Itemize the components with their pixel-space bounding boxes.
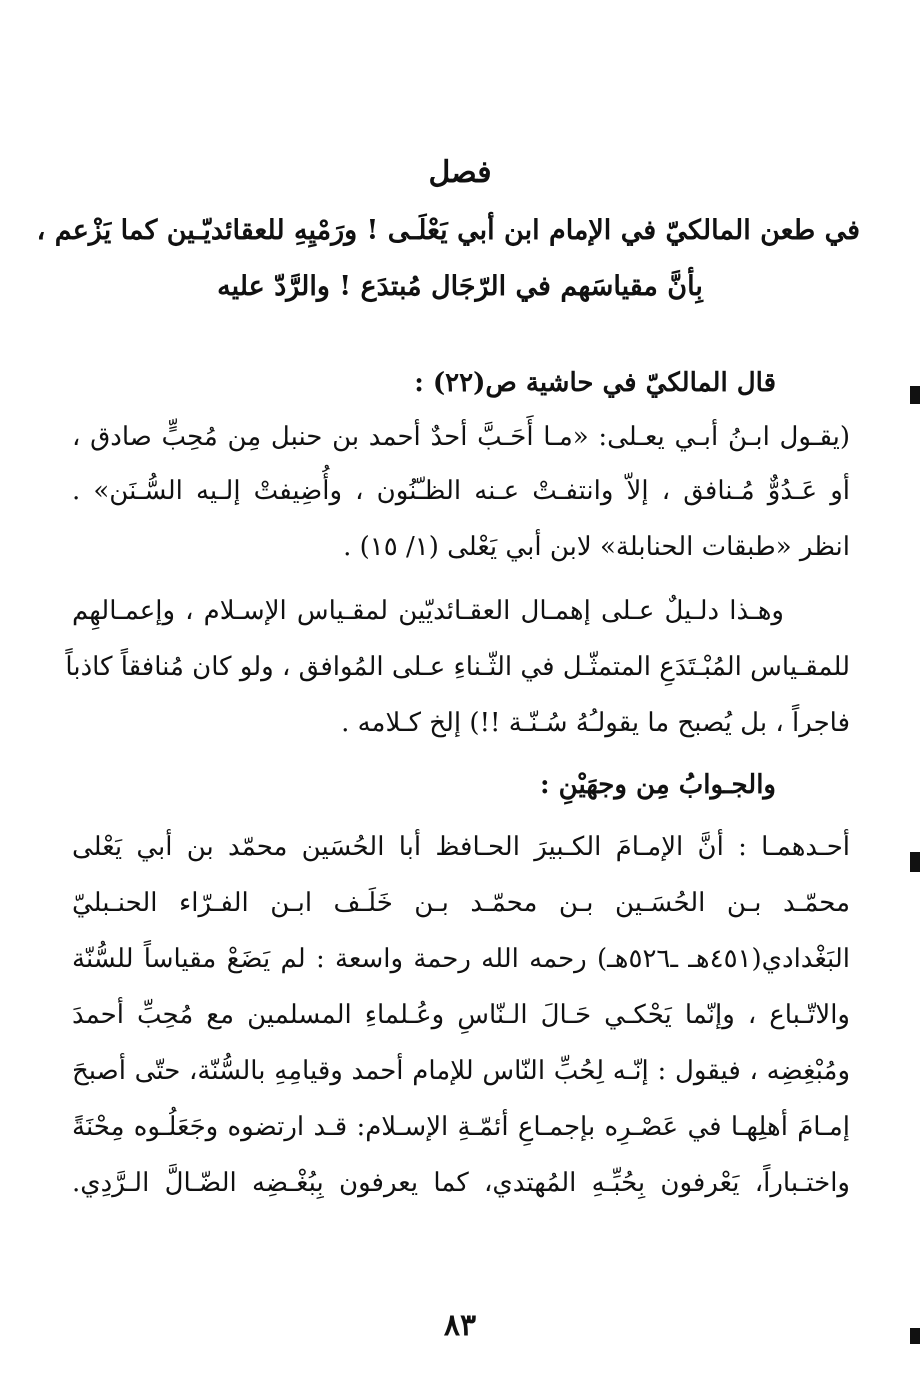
scan-edge-mark-1 [910,386,920,404]
body-line-10: محمّـد بـن الحُسَـين بـن محمّـد بـن خَلَـف ابـن الفـرّاء الحنـبليّ [72,888,850,918]
body-line-7: فاجراً ، بل يُصبح ما يقولـُهُ سُـنّـة !!) إلخ كـلامه . [341,708,850,738]
section-title: فصل [428,155,492,190]
section-subtitle-line-1: في طعن المالكيّ في الإمام ابن أبي يَعْلَـى ! ورَمْيِهِ للعقائديّـين كما يَزْعم ، [36,215,860,246]
body-line-11: البَغْدادي(٤٥١هـ ـ٥٢٦هـ) رحمه الله رحمة واسعة : لم يَضَعْ مقياساً للسُّنّة [72,944,850,974]
body-line-6: للمقـياس المُبْـتَدَعِ المتمثّـل في الثّـناءِ عـلى المُوافق ، ولو كان مُنافقاً كاذباً [65,652,850,682]
body-line-1: قال المالكيّ في حاشية ص(٢٢) : [414,368,776,398]
body-line-12: والاتّـباع ، وإنّما يَحْكـي حَـالَ الـنّاسِ وعُـلماءِ المسلمين مع مُحِبِّ أحمدَ [72,1000,850,1030]
section-subtitle-line-2: بِأنَّ مقياسَهم في الرّجَال مُبتدَع ! والرَّدّ عليه [217,271,703,302]
body-line-5: وهـذا دلـيلٌ عـلى إهمـال العقـائديّين لمقـياس الإسـلام ، وإعمـالهِم [72,596,784,626]
body-line-2: (يقـول ابـنُ أبـي يعـلى: «مـا أَحَـبَّ أحدٌ أحمد بن حنبل مِن مُحِبٍّ صادق ، [72,422,850,452]
page-number: ٨٣ [443,1308,477,1343]
body-line-3: أو عَـدُوٌّ مُـنافق ، إلاّ وانتفـتْ عـنه الظـّنُون ، وأُضِيفتْ إلـيه السُّـنَن» . [72,476,850,506]
body-line-13: ومُبْغِضِه ، فيقول : إنّـه لِحُبِّ النّاس للإمام أحمد وقيامِهِ بالسُّنّة، حتّى أصبحَ [72,1056,850,1086]
body-line-4: انظر «طبقات الحنابلة» لابن أبي يَعْلى (١/ ١٥) . [343,532,850,562]
body-line-9: أحـدهمـا : أنَّ الإمـامَ الكـبيرَ الحـافظ أبا الحُسَين محمّد بن أبي يَعْلى [72,832,850,862]
body-line-15: واختـباراً، يَعْرفون بِحُبِّـهِ المُهتدي، كما يعرفون بِبُغْـضِه الضّـالَّ الـرَّدِي. [72,1168,850,1198]
body-line-8: والجـوابُ مِن وجهَيْنِ : [540,770,776,800]
scan-edge-mark-3 [910,1328,920,1344]
body-line-14: إمـامَ أهلِهـا في عَصْـرِه بإجمـاعِ أئمّـةِ الإسـلام: قـد ارتضوه وجَعَلُـوه مِحْنَةً [72,1112,850,1142]
scan-edge-mark-2 [910,852,920,872]
